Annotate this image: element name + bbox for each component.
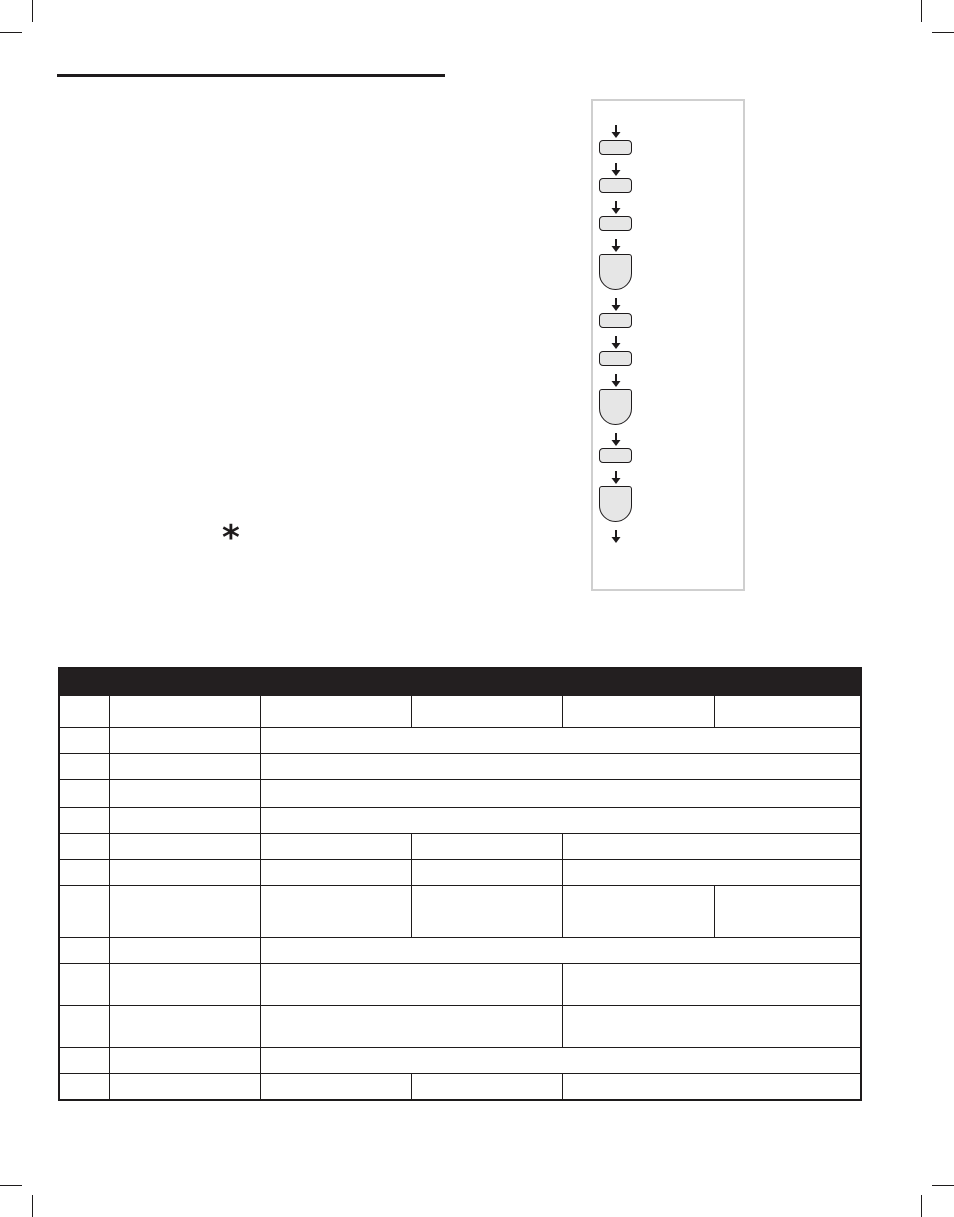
- key-button-icon: [599, 351, 632, 366]
- rounded-key-icon: [599, 389, 632, 425]
- table-cell: [59, 834, 109, 860]
- table-cell: [260, 834, 411, 860]
- table-cell: [562, 860, 861, 886]
- table-row: [59, 696, 861, 728]
- table-row: [59, 886, 861, 938]
- table-cell: [562, 834, 861, 860]
- down-arrow-icon: [610, 298, 622, 311]
- asterisk-icon: *: [222, 518, 240, 558]
- table-cell: [260, 780, 861, 808]
- crop-mark: [32, 1195, 33, 1217]
- crop-mark: [921, 0, 922, 22]
- table-cell: [260, 964, 562, 1006]
- table-cell: [260, 886, 411, 938]
- table-header: [59, 668, 861, 696]
- table-cell: [109, 696, 260, 728]
- table-cell: [411, 1074, 562, 1100]
- table-cell: [562, 696, 714, 728]
- table-cell: [260, 728, 861, 754]
- table-cell: [260, 1006, 562, 1048]
- key-button-icon: [599, 448, 632, 463]
- table-cell: [109, 834, 260, 860]
- table-row: [59, 728, 861, 754]
- table-row: [59, 938, 861, 964]
- table-cell: [109, 1074, 260, 1100]
- table-cell: [109, 938, 260, 964]
- table-row: [59, 834, 861, 860]
- table-cell: [109, 1048, 260, 1074]
- crop-mark: [32, 0, 33, 22]
- table-cell: [562, 1074, 861, 1100]
- table-cell: [260, 1048, 861, 1074]
- table-cell: [260, 1074, 411, 1100]
- down-arrow-icon: [610, 433, 622, 446]
- table-cell: [109, 780, 260, 808]
- table-cell: [59, 860, 109, 886]
- down-arrow-icon: [610, 471, 622, 484]
- table-cell: [260, 696, 411, 728]
- down-arrow-icon: [610, 163, 622, 176]
- key-button-icon: [599, 178, 632, 193]
- table-header-row: [59, 668, 861, 696]
- crop-mark: [921, 1195, 922, 1217]
- spec-table: [58, 667, 862, 1101]
- table-cell: [109, 1006, 260, 1048]
- table-cell: [59, 964, 109, 1006]
- table-cell: [411, 886, 562, 938]
- table-cell: [411, 834, 562, 860]
- table-cell: [59, 1048, 109, 1074]
- crop-mark: [0, 1185, 22, 1186]
- rounded-key-icon: [599, 486, 632, 522]
- table-cell: [59, 886, 109, 938]
- key-button-icon: [599, 216, 632, 231]
- key-sequence-panel: [591, 99, 745, 591]
- table-cell: [562, 886, 714, 938]
- crop-mark: [932, 32, 954, 33]
- down-arrow-icon: [610, 336, 622, 349]
- key-button-icon: [599, 140, 632, 155]
- crop-mark: [932, 1185, 954, 1186]
- table-cell: [59, 808, 109, 834]
- table-row: [59, 780, 861, 808]
- table-cell: [59, 1006, 109, 1048]
- table-cell: [411, 696, 562, 728]
- table-cell: [59, 696, 109, 728]
- table-row: [59, 1074, 861, 1100]
- title-rule: [57, 74, 445, 77]
- table-cell: [260, 808, 861, 834]
- table-cell: [59, 728, 109, 754]
- table-row: [59, 1048, 861, 1074]
- table-cell: [59, 754, 109, 780]
- table-row: [59, 964, 861, 1006]
- table-row: [59, 754, 861, 780]
- table-cell: [59, 780, 109, 808]
- table-cell: [562, 1006, 861, 1048]
- table-cell: [109, 964, 260, 1006]
- table-cell: [109, 808, 260, 834]
- table-row: [59, 808, 861, 834]
- table-cell: [59, 938, 109, 964]
- down-arrow-icon: [610, 530, 622, 543]
- key-button-icon: [599, 313, 632, 328]
- table-row: [59, 860, 861, 886]
- table-cell: [109, 728, 260, 754]
- table-cell: [714, 886, 861, 938]
- down-arrow-icon: [610, 201, 622, 214]
- table-cell: [59, 1074, 109, 1100]
- down-arrow-icon: [610, 239, 622, 252]
- down-arrow-icon: [610, 125, 622, 138]
- table-cell: [260, 860, 411, 886]
- table-cell: [260, 754, 861, 780]
- table-row: [59, 1006, 861, 1048]
- down-arrow-icon: [610, 374, 622, 387]
- table-cell: [109, 860, 260, 886]
- table-cell: [411, 860, 562, 886]
- table-cell: [714, 696, 861, 728]
- table-cell: [109, 754, 260, 780]
- crop-mark: [0, 32, 22, 33]
- rounded-key-icon: [599, 254, 632, 290]
- table-cell: [109, 886, 260, 938]
- table-cell: [260, 938, 861, 964]
- table-cell: [562, 964, 861, 1006]
